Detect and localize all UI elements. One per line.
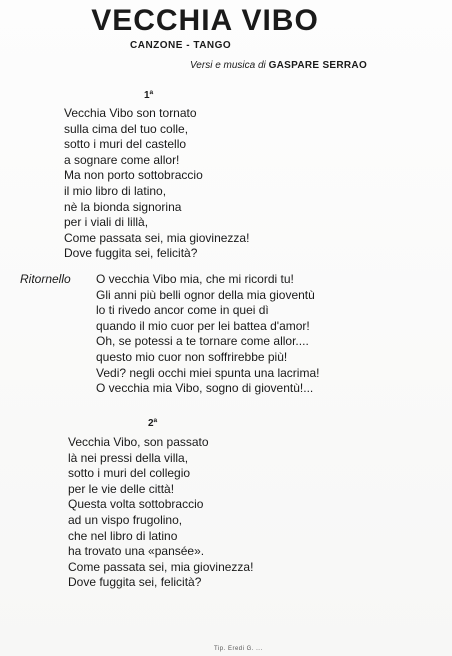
refrain-label: Ritornello (20, 272, 71, 286)
verse-line: là nei pressi della villa, (68, 450, 189, 465)
verse-line: per i viali di lillà, (64, 215, 149, 230)
verse-2-stanza (68, 435, 253, 591)
verse-line: Vecchia Vibo, son passato (68, 435, 209, 449)
verse-line: ad un vispo frugolino, (68, 512, 183, 527)
verse-line: Come passata sei, mia giovinezza! (68, 559, 254, 574)
refrain-line: Vedi? negli occhi miei spunta una lacrima! (96, 365, 320, 380)
verse-1-number: 1ª (144, 90, 154, 101)
refrain-line: Gli anni più belli ognor della mia gioventù (96, 287, 315, 302)
refrain-line: quando il mio cuor per lei battea d'amor! (96, 318, 310, 333)
verse-line: che nel libro di latino (68, 528, 178, 543)
verse-line: a sognare come allor! (64, 152, 180, 167)
verse-line: Come passata sei, mia giovinezza! (64, 230, 250, 245)
credits-author: GASPARE SERRAO (268, 60, 368, 71)
refrain-line: O vecchia mia Vibo, sogno di gioventù!... (96, 381, 314, 396)
verse-line: sulla cima del tuo colle, (64, 121, 189, 136)
song-title: VECCHIA VIBO (91, 4, 319, 37)
verse-line: Vecchia Vibo son tornato (64, 106, 197, 120)
verse-line: il mio libro di latino, (64, 183, 167, 198)
verse-line: sotto i muri del collegio (68, 466, 191, 481)
refrain-line: O vecchia Vibo mia, che mi ricordi tu! (96, 272, 294, 286)
credits-prefix: Versi e musica di (190, 60, 266, 71)
song-subtitle: CANZONE - TANGO (130, 40, 232, 51)
verse-line: Ma non porto sottobraccio (64, 168, 203, 183)
refrain-line: questo mio cuor non soffrirebbe più! (96, 349, 288, 364)
verse-line: Dove fuggita sei, felicità? (64, 246, 198, 261)
verse-line: Dove fuggita sei, felicità? (68, 575, 202, 590)
verse-line: per le vie delle città! (68, 481, 175, 496)
verse-1-stanza (64, 106, 249, 262)
refrain-line: Oh, se potessi a te tornare come allor.... (96, 334, 309, 349)
song-credits (190, 60, 367, 71)
verse-line: nè la bionda signorina (64, 199, 182, 214)
verse-line: sotto i muri del castello (64, 137, 187, 152)
refrain-line: lo ti rivedo ancor come in quei dì (96, 303, 269, 318)
printer-note: Tip. Eredi G. ... (214, 646, 263, 652)
verse-line: ha trovato una «pansée». (68, 544, 205, 559)
verse-2-number: 2ª (148, 418, 158, 429)
verse-line: Questa volta sottobraccio (68, 497, 204, 512)
refrain-stanza (96, 272, 319, 397)
